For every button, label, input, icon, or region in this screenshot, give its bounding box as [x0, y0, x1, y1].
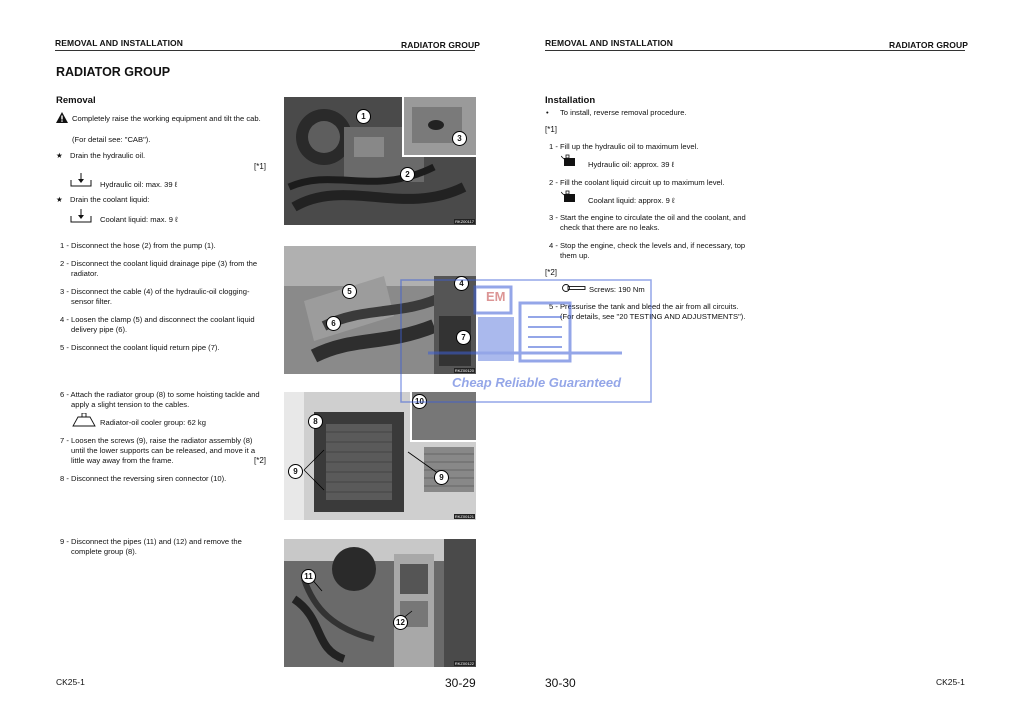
install-step-3: 3 - Start the engine to circulate the oil and the coolant, and: [549, 213, 746, 222]
hydraulic-oil-spec: Hydraulic oil: max. 39 ℓ: [100, 180, 178, 189]
callout-1: 1: [356, 109, 371, 124]
left-page-number: 30-29: [445, 676, 476, 690]
oil-can-icon: [561, 189, 577, 203]
callout-10: 10: [412, 394, 427, 409]
star-bullet-icon: ★: [56, 151, 63, 160]
installation-intro: To install, reverse removal procedure.: [560, 108, 687, 117]
step-9-cont: complete group (8).: [71, 547, 137, 556]
install-coolant-spec: Coolant liquid: approx. 9 ℓ: [588, 196, 675, 205]
right-header-section: REMOVAL AND INSTALLATION: [545, 38, 674, 48]
ref-1: [*1]: [254, 162, 267, 171]
left-header-title: RADIATOR GROUP: [401, 40, 481, 50]
install-step-3-cont: check that there are no leaks.: [560, 223, 660, 232]
callout-8: 8: [308, 414, 323, 429]
watermark: [400, 279, 652, 403]
step-3-cont: sensor filter.: [71, 297, 112, 306]
step-7: 7 - Loosen the screws (9), raise the radiator assembly (8): [60, 436, 253, 445]
installation-heading: Installation: [545, 95, 596, 106]
bullet-icon: •: [546, 108, 549, 117]
right-footer-model: CK25-1: [936, 677, 965, 687]
callout-5: 5: [342, 284, 357, 299]
step-8: 8 - Disconnect the reversing siren connector (10).: [60, 474, 227, 483]
photo-radiator-group: [284, 392, 476, 520]
step-2-cont: radiator.: [71, 269, 99, 278]
photo-pump-hoses: [284, 97, 476, 225]
removal-heading: Removal: [56, 95, 96, 106]
callout-2: 2: [400, 167, 415, 182]
step-2: 2 - Disconnect the coolant liquid drainage pipe (3) from the: [60, 259, 258, 268]
photo-pipes-removal: [284, 539, 476, 667]
watermark-brand: EM: [486, 289, 506, 304]
photo-code: RKZ00122: [454, 661, 474, 666]
step-4-cont: delivery pipe (6).: [71, 325, 128, 334]
install-step-4-cont: them up.: [560, 251, 590, 260]
warning-note: (For detail see: "CAB").: [72, 135, 151, 144]
callout-6: 6: [326, 316, 341, 331]
watermark-text: Cheap Reliable Guaranteed: [452, 375, 622, 390]
warning-text: Completely raise the working equipment and tilt the cab.: [72, 114, 261, 123]
install-step-1: 1 - Fill up the hydraulic oil to maximum level.: [549, 142, 699, 151]
ref-1: [*1]: [545, 125, 558, 134]
photo-code: RKZ00120: [454, 368, 474, 373]
right-page-number: 30-30: [545, 676, 576, 690]
callout-4: 4: [454, 276, 469, 291]
callout-7: 7: [456, 330, 471, 345]
right-header-title: RADIATOR GROUP: [889, 40, 969, 50]
ref-2: [*2]: [254, 456, 267, 465]
weight-spec: Radiator-oil cooler group: 62 kg: [100, 418, 206, 427]
step-3: 3 - Disconnect the cable (4) of the hydraulic-oil clogging-: [60, 287, 250, 296]
install-oil-spec: Hydraulic oil: approx. 39 ℓ: [588, 160, 675, 169]
drain-icon: [70, 209, 92, 223]
install-step-4: 4 - Stop the engine, check the levels and, if necessary, top: [549, 241, 746, 250]
right-header-rule: [545, 50, 965, 51]
install-step-5-cont: (For details, see "20 TESTING AND ADJUSTMENTS").: [560, 312, 746, 321]
callout-11: 11: [301, 569, 316, 584]
weight-icon: [72, 413, 96, 427]
star-bullet-icon: ★: [56, 195, 63, 204]
drain-coolant-text: Drain the coolant liquid:: [70, 195, 150, 204]
left-footer-model: CK25-1: [56, 677, 85, 687]
left-header-section: REMOVAL AND INSTALLATION: [55, 38, 184, 48]
screws-torque-spec: Screws: 190 Nm: [589, 285, 645, 294]
drain-oil-text: Drain the hydraulic oil.: [70, 151, 146, 160]
left-header-rule: [55, 50, 475, 51]
step-6-cont: apply a slight tension to the cables.: [71, 400, 190, 409]
warning-triangle-icon: [56, 112, 68, 123]
callout-12: 12: [393, 615, 408, 630]
callout-3: 3: [452, 131, 467, 146]
step-9: 9 - Disconnect the pipes (11) and (12) and remove the: [60, 537, 242, 546]
oil-can-icon: [561, 153, 577, 167]
step-6: 6 - Attach the radiator group (8) to some hoisting tackle and: [60, 390, 260, 399]
photo-code: RKZ00117: [455, 219, 474, 224]
callout-9-left: 9: [288, 464, 303, 479]
photo-code: RKZ00121: [454, 514, 474, 519]
step-1: 1 - Disconnect the hose (2) from the pump (1).: [60, 241, 216, 250]
coolant-spec: Coolant liquid: max. 9 ℓ: [100, 215, 178, 224]
page-title: RADIATOR GROUP: [56, 65, 171, 79]
step-5: 5 - Disconnect the coolant liquid return pipe (7).: [60, 343, 220, 352]
install-step-2: 2 - Fill the coolant liquid circuit up to maximum level.: [549, 178, 725, 187]
callout-9-right: 9: [434, 470, 449, 485]
ref-2: [*2]: [545, 268, 558, 277]
drain-icon: [70, 173, 92, 187]
install-step-5: 5 - Pressurise the tank and bleed the air from all circuits.: [549, 302, 739, 311]
step-7-cont2: little way away from the frame.: [71, 456, 174, 465]
step-4: 4 - Loosen the clamp (5) and disconnect the coolant liquid: [60, 315, 255, 324]
step-7-cont: until the lower supports can be released, and move it a: [71, 446, 256, 455]
